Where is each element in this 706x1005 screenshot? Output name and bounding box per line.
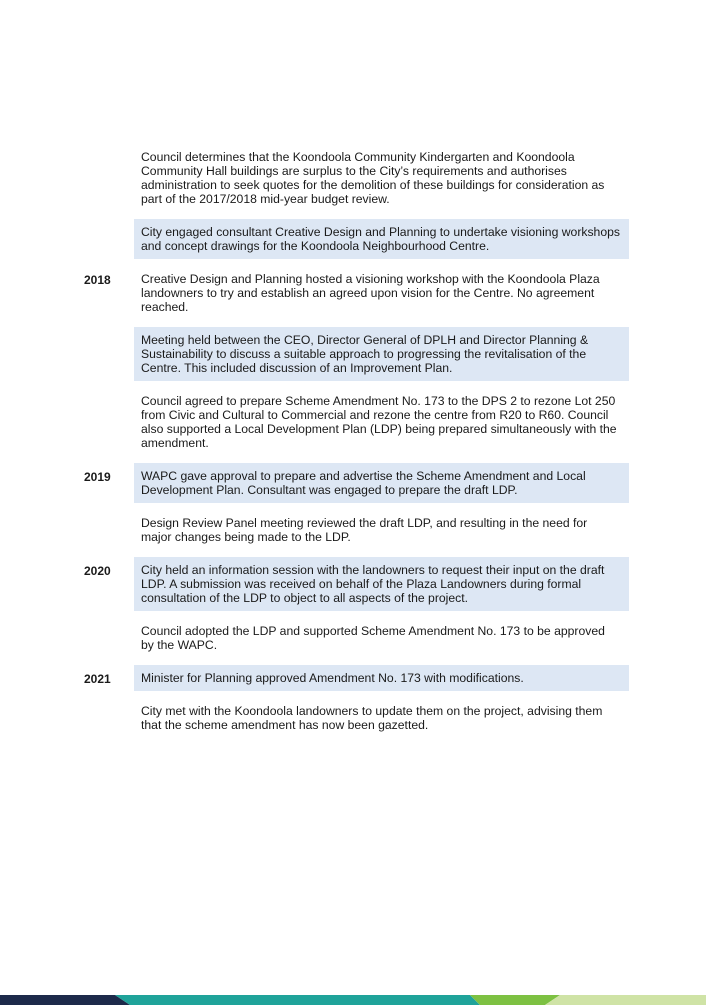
timeline-year: 2021 xyxy=(84,672,111,686)
footer-band-teal xyxy=(115,995,480,1005)
timeline-row xyxy=(84,266,629,320)
timeline-year: 2018 xyxy=(84,273,111,287)
timeline-row xyxy=(84,327,629,381)
timeline-entry: Council determines that the Koondoola Community Kindergarten and Koondoola Community Hall buildings are surplus to the City’s requirements and authorises administration to seek quotes for the demolition of these buildings for consideration as part of the 2017/2018 mid-year budget review. xyxy=(141,150,605,206)
timeline-entry: Design Review Panel meeting reviewed the draft LDP, and resulting in the need for major changes being made to the LDP. xyxy=(141,516,588,544)
timeline-row xyxy=(84,618,629,658)
timeline-year: 2020 xyxy=(84,564,111,578)
timeline-entry: WAPC gave approval to prepare and advertise the Scheme Amendment and Local Development Plan. Consultant was engaged to prepare the draft LDP. xyxy=(134,463,629,503)
timeline-entry: City met with the Koondoola landowners to update them on the project, advising them that the scheme amendment has now been gazetted. xyxy=(141,704,603,732)
footer-band-light xyxy=(545,995,706,1005)
timeline-entry: City engaged consultant Creative Design and Planning to undertake visioning workshops and concept drawings for the Koondoola Neighbourhood Centre. xyxy=(134,219,629,259)
timeline-entry: Council adopted the LDP and supported Scheme Amendment No. 173 to be approved by the WAPC. xyxy=(141,624,605,652)
timeline-row xyxy=(84,144,629,212)
timeline-row xyxy=(84,557,629,611)
footer-band-green xyxy=(470,995,560,1005)
timeline-row xyxy=(84,388,629,456)
timeline-row xyxy=(84,219,629,259)
timeline-entry: Council agreed to prepare Scheme Amendment No. 173 to the DPS 2 to rezone Lot 250 from Civic and Cultural to Commercial and rezone the centre from R20 to R60. Council also supported a Local Development Plan (LDP) being prepared simultaneously with the amendment. xyxy=(141,394,617,450)
timeline-row xyxy=(84,463,629,503)
timeline-entry: Creative Design and Planning hosted a visioning workshop with the Koondoola Plaza landowners to try and establish an agreed upon vision for the Centre. No agreement reached. xyxy=(141,272,600,314)
timeline-entry: Minister for Planning approved Amendment No. 173 with modifications. xyxy=(134,665,629,691)
timeline-row xyxy=(84,510,629,550)
footer-band-navy xyxy=(0,995,130,1005)
footer-decorative-band xyxy=(0,995,706,1005)
timeline-year: 2019 xyxy=(84,470,111,484)
timeline-row xyxy=(84,665,629,691)
timeline-entry: City held an information session with the landowners to request their input on the draft LDP. A submission was received on behalf of the Plaza Landowners during formal consultation of the LDP to object to all aspects of the project. xyxy=(134,557,629,611)
timeline-row xyxy=(84,698,629,738)
timeline-entry: Meeting held between the CEO, Director General of DPLH and Director Planning & Sustainability to discuss a suitable approach to progressing the revitalisation of the Centre. This included discussion of an Improvement Plan. xyxy=(134,327,629,381)
timeline-table xyxy=(84,144,629,745)
